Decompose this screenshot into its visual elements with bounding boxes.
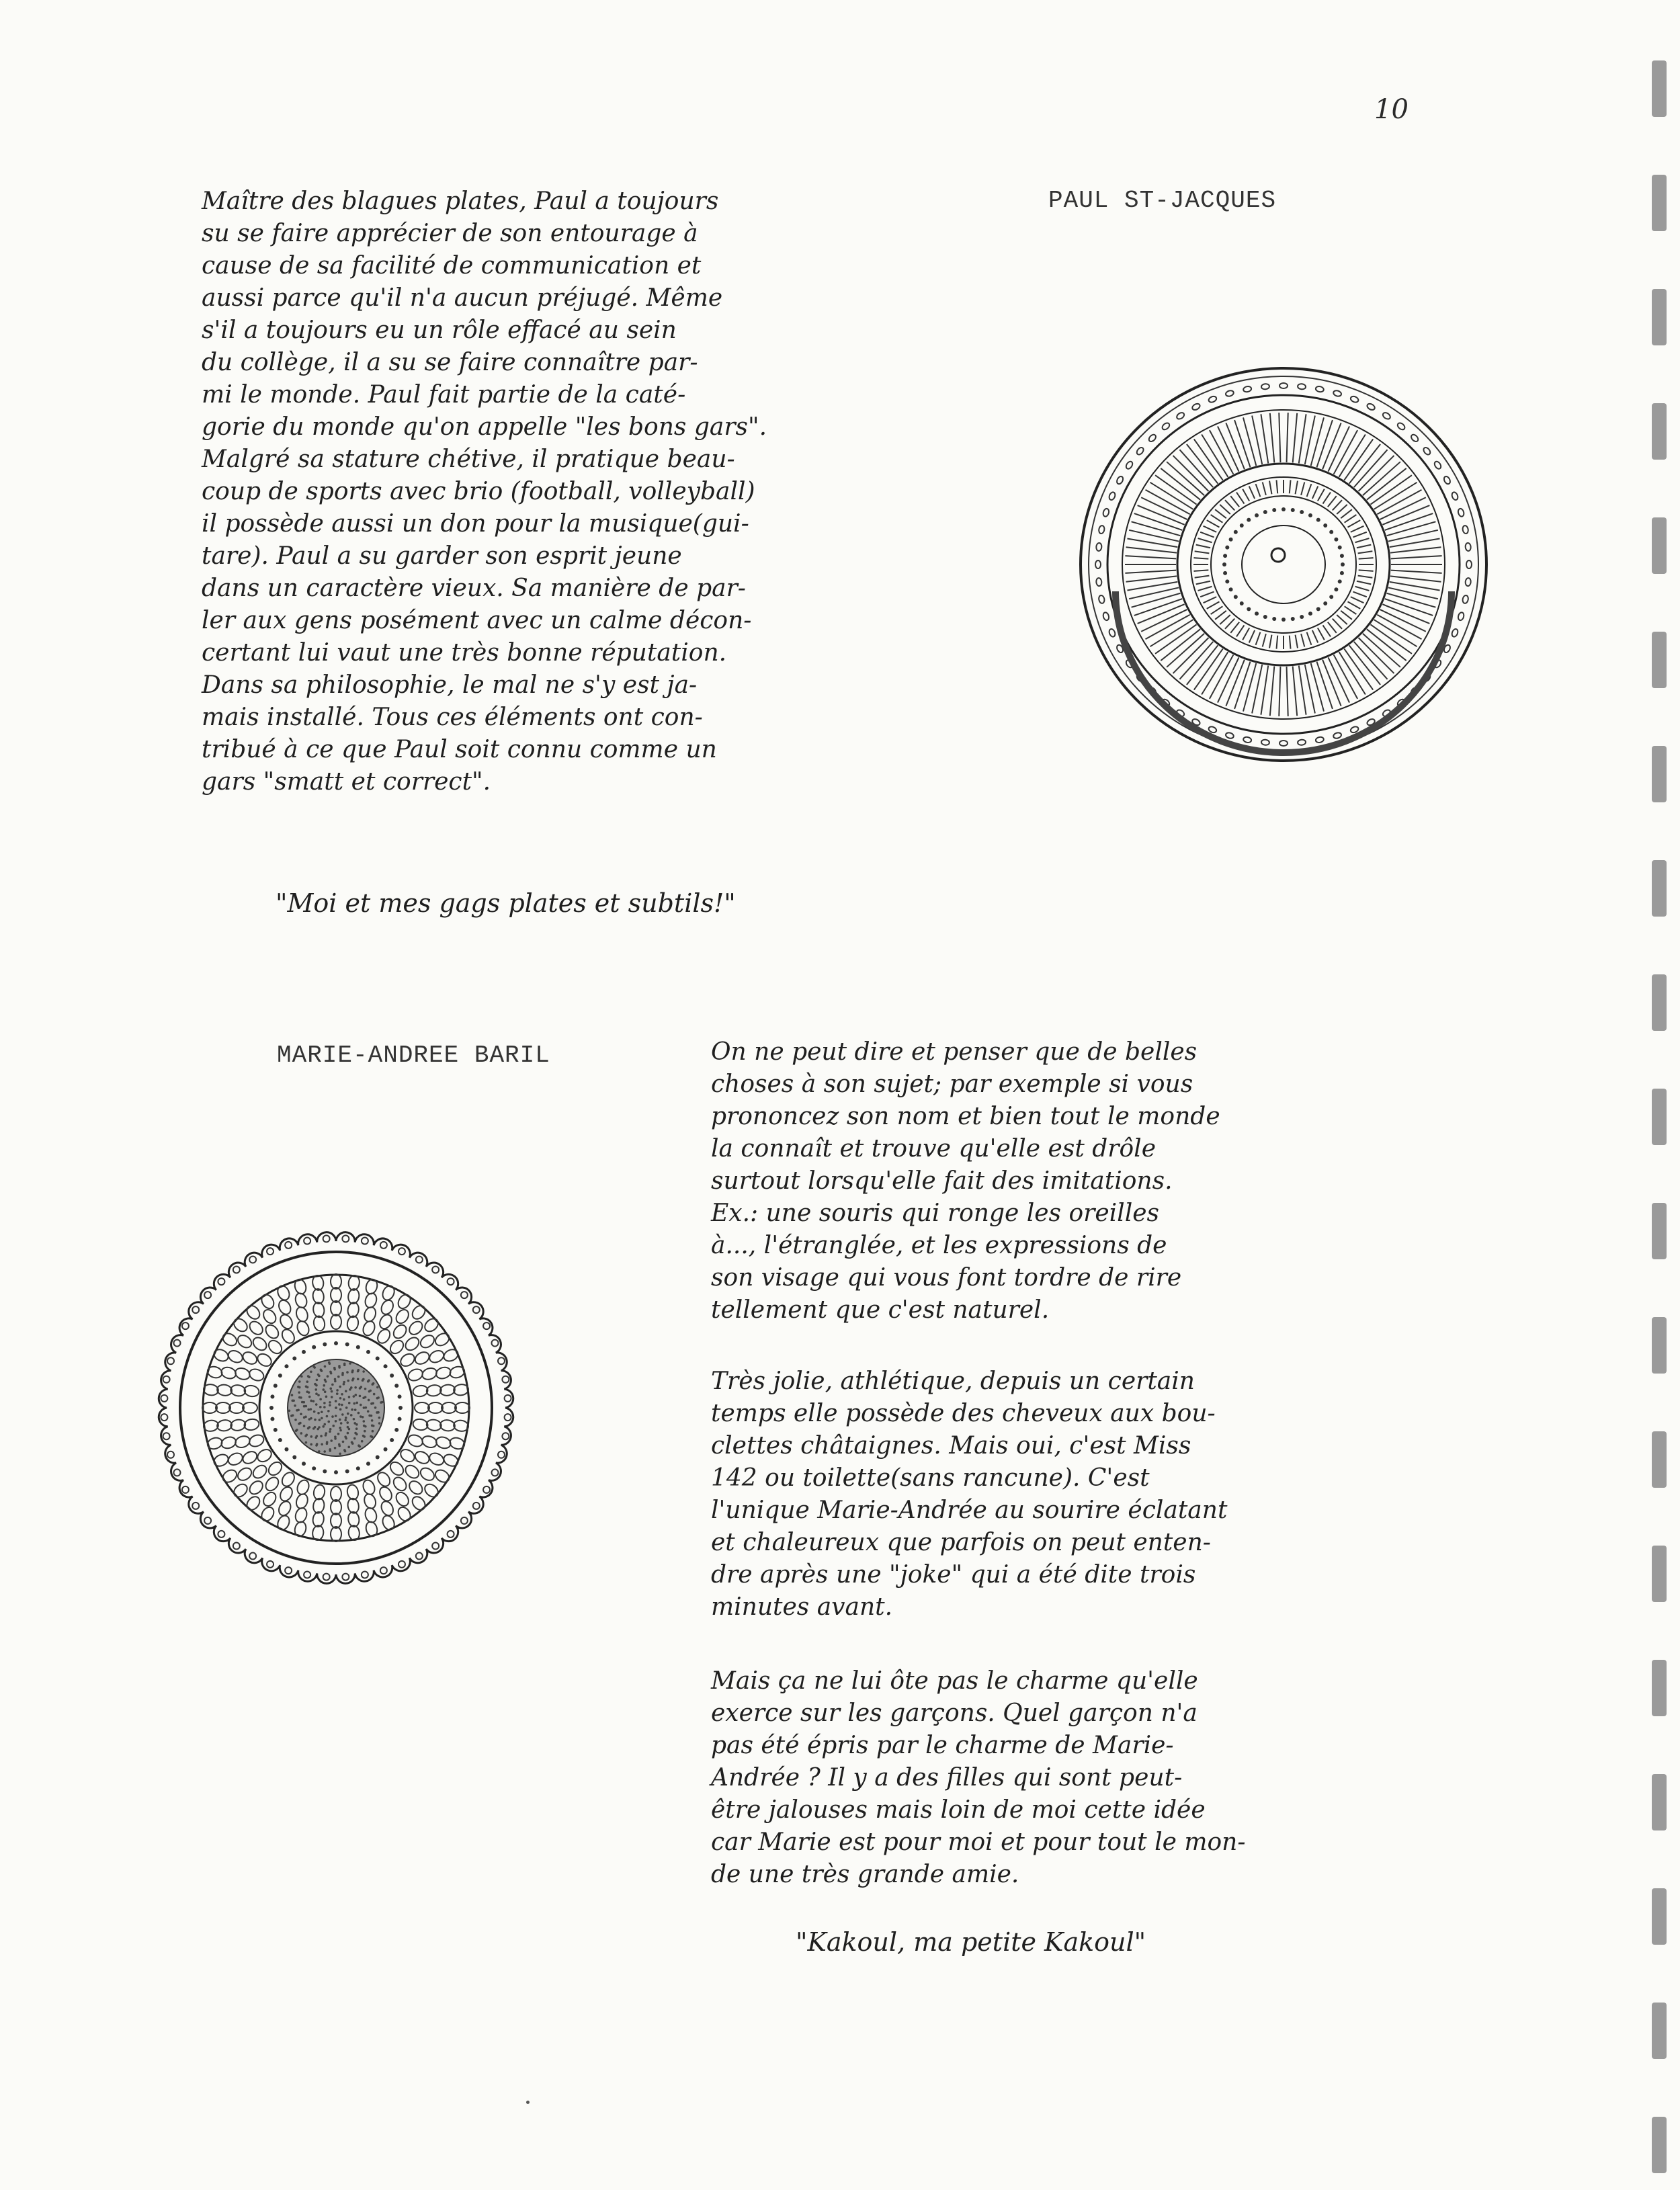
paul-name-label: PAUL ST-JACQUES <box>1048 187 1277 214</box>
marie-line: exerce sur les garçons. Quel garçon n'a <box>711 1699 1198 1727</box>
paul-line: Dans sa philosophie, le mal ne s'y est ja- <box>202 671 698 699</box>
marie-line: prononcez son nom et bien tout le monde <box>711 1103 1220 1130</box>
paul-line: s'il a toujours eu un rôle effacé au sein <box>202 317 677 344</box>
paul-line: mais installé. Tous ces éléments ont con- <box>202 704 703 731</box>
binder-hole <box>1652 860 1667 917</box>
marie-name-label: MARIE-ANDREE BARIL <box>277 1042 550 1069</box>
marie-line: à..., l'étranglée, et les expressions de <box>711 1232 1167 1259</box>
binder-hole <box>1652 403 1667 460</box>
marie-line: 142 ou toilette(sans rancune). C'est <box>711 1464 1150 1492</box>
binder-hole <box>1652 175 1667 231</box>
marie-line: pas été épris par le charme de Marie- <box>711 1732 1174 1759</box>
paul-line: tribué à ce que Paul soit connu comme un <box>202 736 717 763</box>
binder-hole <box>1652 289 1667 345</box>
marie-line: son visage qui vous font tordre de rire <box>711 1264 1182 1292</box>
marie-line: On ne peut dire et penser que de belles <box>711 1038 1198 1066</box>
marie-line: temps elle possède des cheveux aux bou- <box>711 1400 1216 1427</box>
binder-hole <box>1652 2117 1667 2173</box>
paul-line: tare). Paul a su garder son esprit jeune <box>202 542 682 570</box>
binder-hole <box>1652 517 1667 574</box>
paul-line: su se faire apprécier de son entourage à <box>202 220 698 247</box>
paul-line: Malgré sa stature chétive, il pratique beau- <box>202 446 735 473</box>
marie-line: la connaît et trouve qu'elle est drôle <box>711 1135 1156 1163</box>
paul-line: Maître des blagues plates, Paul a toujours <box>202 187 719 215</box>
paul-line: aussi parce qu'il n'a aucun préjugé. Même <box>202 284 723 312</box>
marie-paragraph-1 <box>711 1036 1220 1326</box>
binder-hole <box>1652 1317 1667 1374</box>
binder-hole <box>1652 2003 1667 2059</box>
marie-line: Ex.: une souris qui ronge les oreilles <box>711 1199 1159 1227</box>
binder-hole <box>1652 1660 1667 1716</box>
binder-hole <box>1652 1888 1667 1945</box>
marie-line: tellement que c'est naturel. <box>711 1296 1050 1324</box>
marie-line: clettes châtaignes. Mais oui, c'est Miss <box>711 1432 1191 1460</box>
marie-quote: "Kakoul, ma petite Kakoul" <box>796 1927 1146 1957</box>
marie-line: car Marie est pour moi et pour tout le mon- <box>711 1828 1246 1856</box>
binder-hole <box>1652 1774 1667 1830</box>
paul-circle-drawing <box>1068 349 1499 780</box>
paul-line: dans un caractère vieux. Sa manière de par- <box>202 575 746 602</box>
marie-line: surtout lorsqu'elle fait des imitations. <box>711 1167 1173 1195</box>
paul-quote: "Moi et mes gags plates et subtils!" <box>276 888 736 918</box>
binder-hole <box>1652 1089 1667 1145</box>
binder-hole <box>1652 1203 1667 1259</box>
paul-line: du collège, il a su se faire connaître par- <box>202 349 698 376</box>
stray-mark <box>526 2101 530 2104</box>
binder-hole <box>1652 1431 1667 1488</box>
binder-hole <box>1652 632 1667 688</box>
binder-hole <box>1652 974 1667 1031</box>
paul-line: gorie du monde qu'on appelle "les bons gars". <box>202 413 767 441</box>
marie-line: et chaleureux que parfois on peut enten- <box>711 1529 1211 1556</box>
marie-line: Andrée ? Il y a des filles qui sont peut- <box>711 1764 1183 1792</box>
binder-hole <box>1652 60 1667 117</box>
paul-line: certant lui vaut une très bonne réputation. <box>202 639 727 667</box>
binder-hole <box>1652 1546 1667 1602</box>
marie-paragraph-2 <box>711 1365 1227 1624</box>
marie-paragraph-3 <box>711 1665 1246 1891</box>
paul-line: il possède aussi un don pour la musique(gui- <box>202 510 749 538</box>
paul-line: mi le monde. Paul fait partie de la caté- <box>202 381 686 409</box>
marie-line: l'unique Marie-Andrée au sourire éclatant <box>711 1497 1228 1524</box>
paul-line: cause de sa facilité de communication et <box>202 252 702 280</box>
paul-line: gars "smatt et correct". <box>202 768 491 796</box>
marie-line: être jalouses mais loin de moi cette idée <box>711 1796 1206 1824</box>
paul-line: ler aux gens posément avec un calme décon- <box>202 607 752 634</box>
paul-line: coup de sports avec brio (football, volleyball) <box>202 478 755 505</box>
page-number: 10 <box>1374 94 1409 125</box>
marie-line: Très jolie, athlétique, depuis un certain <box>711 1367 1195 1395</box>
paul-paragraph <box>202 185 767 798</box>
marie-line: dre après une "joke" qui a été dite trois <box>711 1561 1196 1589</box>
binder-hole <box>1652 746 1667 802</box>
marie-line: Mais ça ne lui ôte pas le charme qu'elle <box>711 1667 1198 1695</box>
marie-circle-drawing <box>155 1226 517 1589</box>
marie-line: de une très grande amie. <box>711 1861 1019 1888</box>
marie-line: minutes avant. <box>711 1593 893 1621</box>
marie-line: choses à son sujet; par exemple si vous <box>711 1070 1193 1098</box>
